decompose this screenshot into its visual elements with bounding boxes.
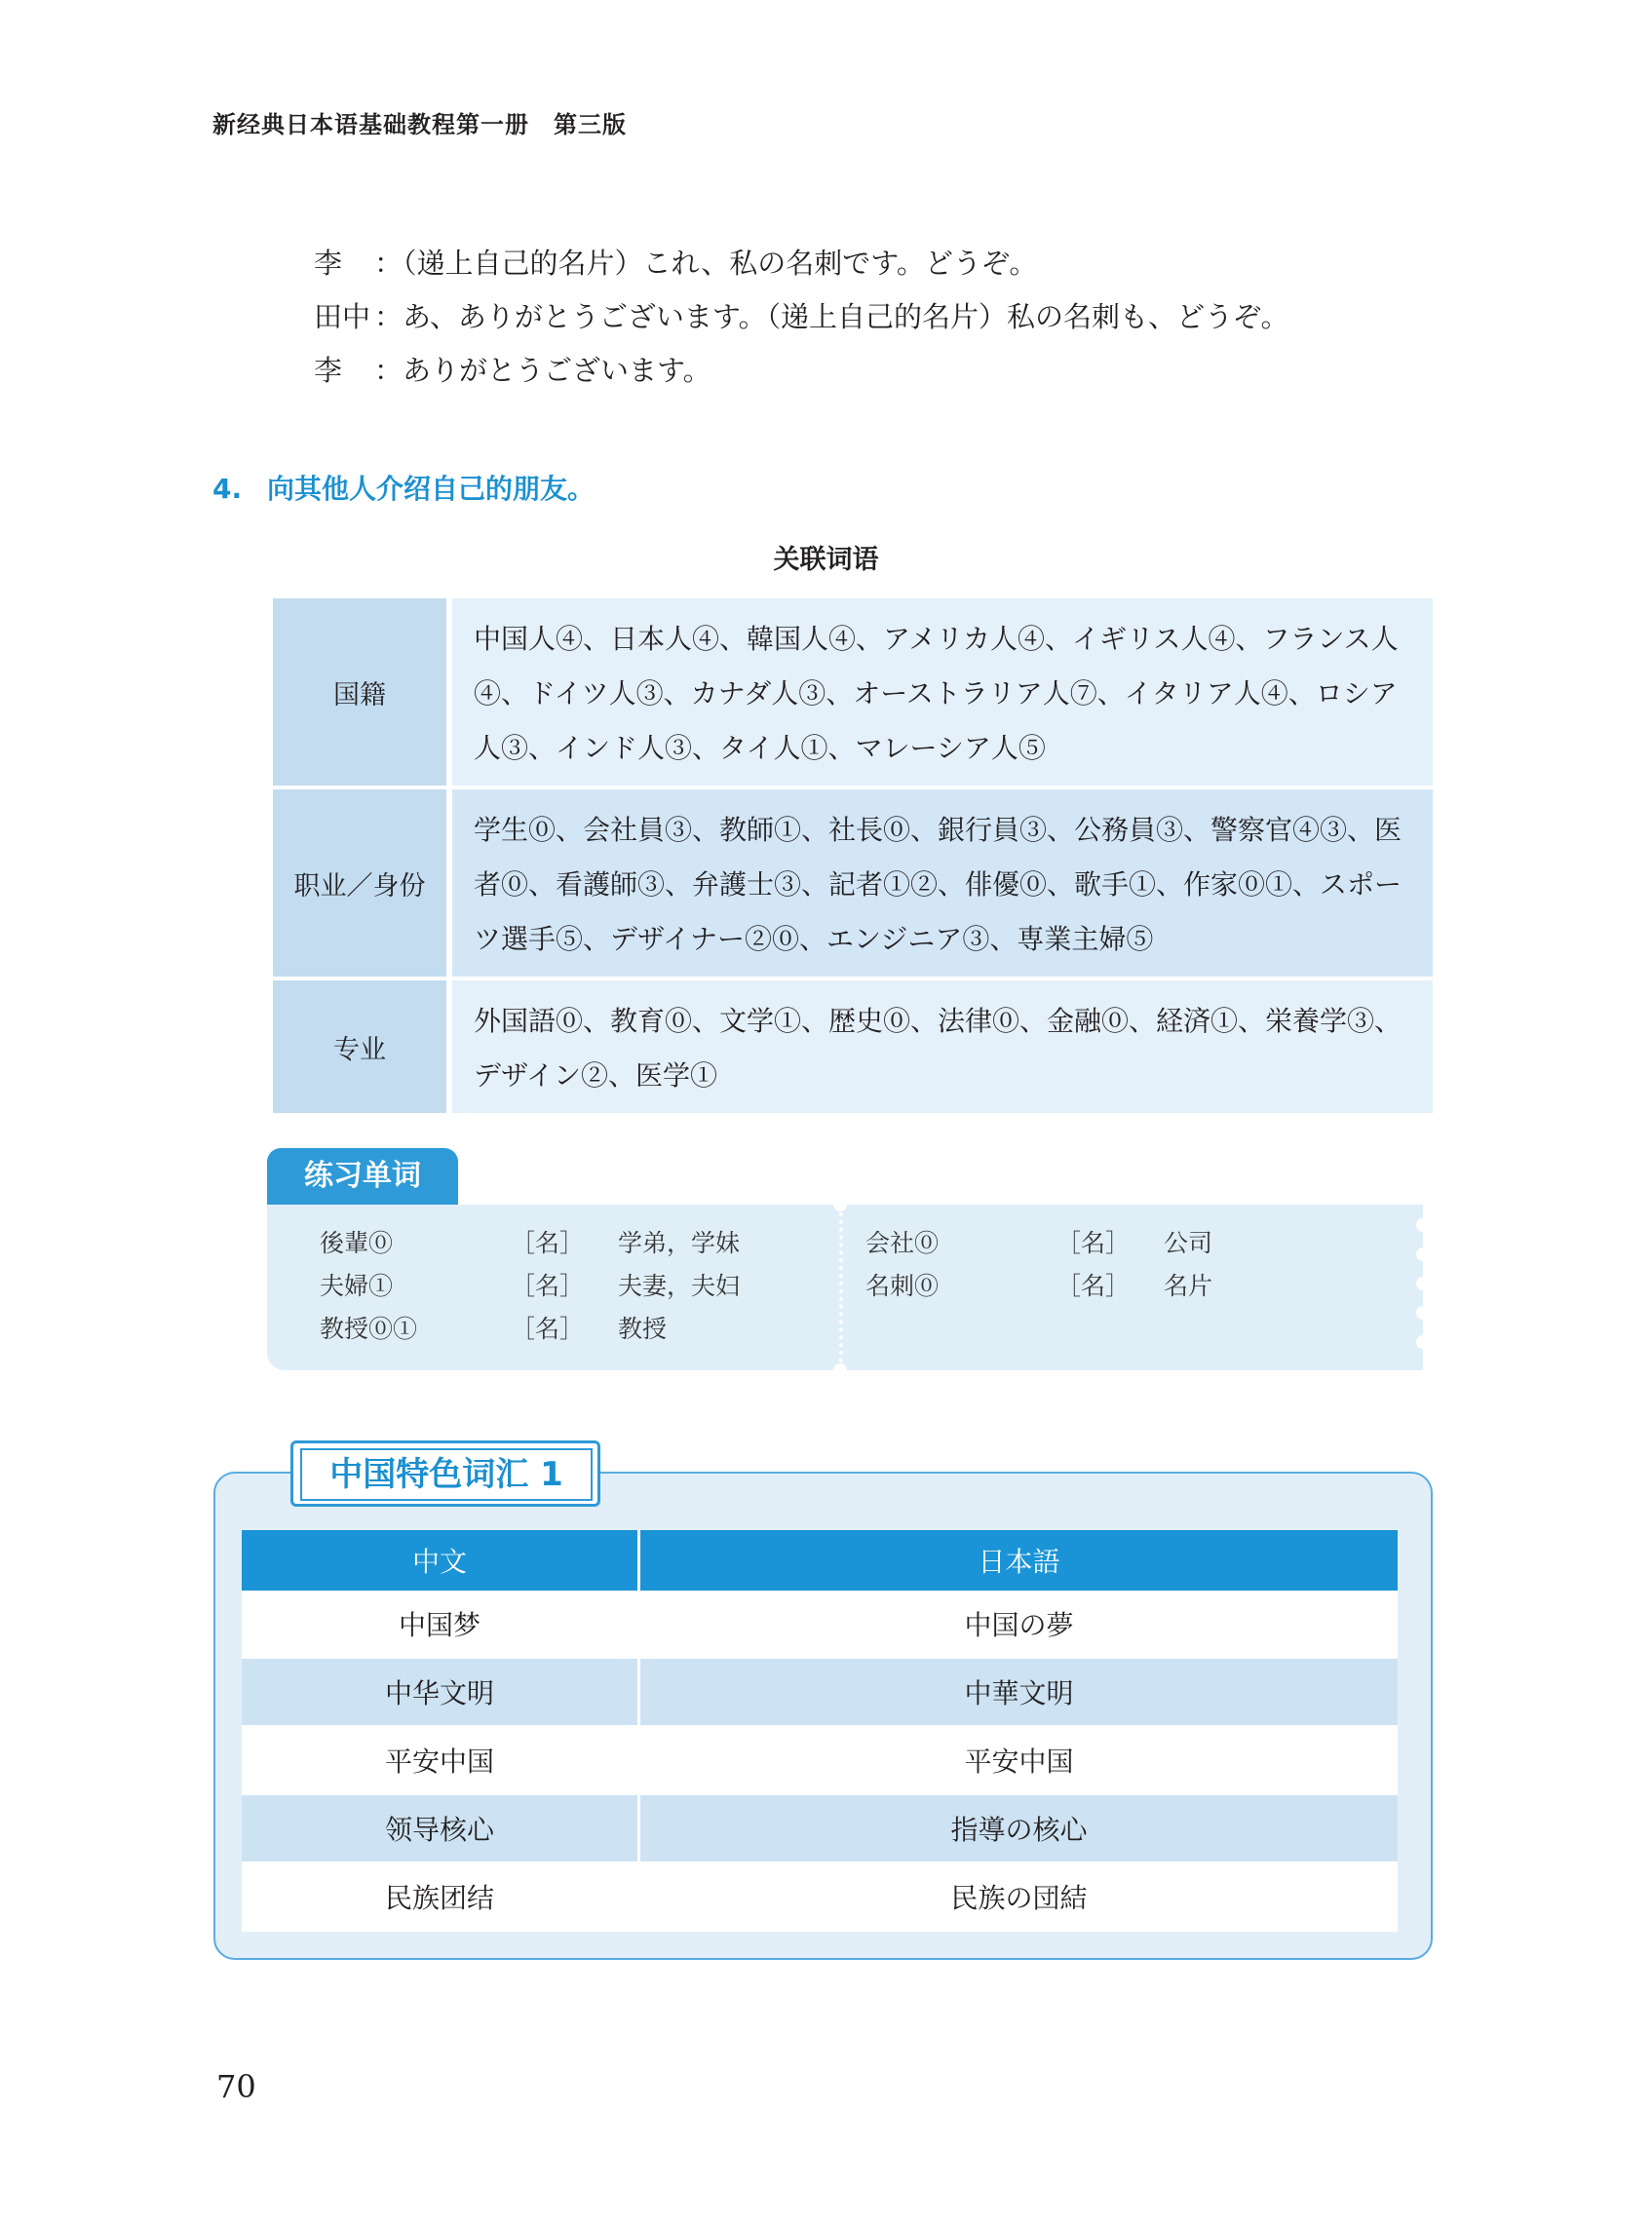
word: 後輩⓪ <box>320 1229 394 1257</box>
table-row <box>242 1726 1398 1794</box>
related-vocab-table <box>273 598 1433 1113</box>
vocab-row-nationality <box>273 598 1433 787</box>
section-heading <box>212 468 595 507</box>
meaning: 教授 <box>618 1315 668 1343</box>
table-row <box>242 1591 1398 1658</box>
ticket-notch <box>1416 1218 1430 1232</box>
utterance: ：あ、ありがとうございます。（递上自己的名片）私の名刺も、どうぞ。 <box>374 300 1289 333</box>
speaker: 田中 <box>314 300 371 333</box>
word: 名刺⓪ <box>865 1272 940 1300</box>
dialogue-line <box>314 244 1037 283</box>
japanese-term: 中華文明 <box>639 1658 1399 1726</box>
category-content: 中国人④、日本人④、韓国人④、アメリカ人④、イギリス人④、フランス人④、ドイツ人③、カナダ人③、オーストラリア人⑦、イタリア人④、ロシア人③、インド人③、タイ人①、マレーシア人⑤ <box>449 598 1433 787</box>
ticket-notch <box>1416 1335 1430 1349</box>
part-of-speech: ［名］ <box>511 1272 585 1300</box>
japanese-term: 指導の核心 <box>639 1794 1399 1862</box>
part-of-speech: ［名］ <box>1057 1272 1131 1300</box>
column-header-chinese: 中文 <box>242 1530 639 1591</box>
japanese-term: 民族の団結 <box>639 1862 1399 1931</box>
dialogue-line <box>314 351 711 390</box>
dialogue-line <box>314 297 1288 336</box>
word: 会社⓪ <box>865 1229 940 1257</box>
table-row <box>242 1862 1398 1931</box>
japanese-term: 平安中国 <box>639 1726 1399 1794</box>
meaning: 公司 <box>1164 1229 1213 1257</box>
vocab-row-major <box>273 978 1433 1113</box>
china-vocab-title: 中国特色词汇 1 <box>300 1448 593 1501</box>
meaning: 夫妻，夫妇 <box>618 1272 741 1300</box>
category-label: 职业／身份 <box>273 787 449 978</box>
column-header-japanese: 日本語 <box>639 1530 1399 1591</box>
word: 夫婦① <box>320 1272 394 1300</box>
chinese-term: 领导核心 <box>242 1794 639 1862</box>
part-of-speech: ［名］ <box>1057 1229 1131 1257</box>
practice-words-tab: 练习单词 <box>267 1148 458 1205</box>
ticket-notch <box>833 1198 847 1211</box>
speaker: 李 <box>314 354 343 387</box>
chinese-term: 中华文明 <box>242 1658 639 1726</box>
utterance: ：（递上自己的名片）これ、私の名刺です。どうぞ。 <box>374 247 1038 280</box>
ticket-notch <box>833 1363 847 1377</box>
meaning: 名片 <box>1164 1272 1213 1300</box>
related-vocab-title: 关联词语 <box>773 545 879 575</box>
chinese-term: 中国梦 <box>242 1591 639 1658</box>
page-number: 70 <box>216 2068 256 2105</box>
running-header: 新经典日本语基础教程第一册 第三版 <box>212 111 627 138</box>
table-row <box>242 1658 1398 1726</box>
meaning: 学弟，学妹 <box>618 1229 741 1257</box>
speaker: 李 <box>314 247 343 280</box>
ticket-notch <box>1416 1306 1430 1320</box>
table-header-row <box>242 1530 1398 1591</box>
category-label: 专业 <box>273 978 449 1113</box>
section-number: 4. <box>212 473 243 505</box>
chinese-term: 民族团结 <box>242 1862 639 1931</box>
category-label: 国籍 <box>273 598 449 787</box>
word: 教授⓪① <box>320 1315 418 1343</box>
category-content: 学生⓪、会社員③、教師①、社長⓪、銀行員③、公務員③、警察官④③、医者⓪、看護師③、弁護士③、記者①②、俳優⓪、歌手①、作家⓪①、スポーツ選手⑤、デザイナー②⓪、エンジニア③、専業主婦⑤ <box>449 787 1433 978</box>
china-vocab-table <box>242 1530 1398 1932</box>
part-of-speech: ［名］ <box>511 1229 585 1257</box>
vocab-row-occupation <box>273 787 1433 978</box>
part-of-speech: ［名］ <box>511 1315 585 1343</box>
category-content: 外国語⓪、教育⓪、文学①、歴史⓪、法律⓪、金融⓪、経済①、栄養学③、デザイン②、医学① <box>449 978 1433 1113</box>
table-row <box>242 1794 1398 1862</box>
section-title: 向其他人介绍自己的朋友。 <box>267 473 595 505</box>
utterance: ：ありがとうございます。 <box>374 354 711 387</box>
chinese-term: 平安中国 <box>242 1726 639 1794</box>
ticket-notch <box>1416 1277 1430 1290</box>
ticket-notch <box>1416 1247 1430 1261</box>
japanese-term: 中国の夢 <box>639 1591 1399 1658</box>
practice-words-box <box>267 1205 1423 1370</box>
ticket-perforation <box>839 1205 843 1370</box>
